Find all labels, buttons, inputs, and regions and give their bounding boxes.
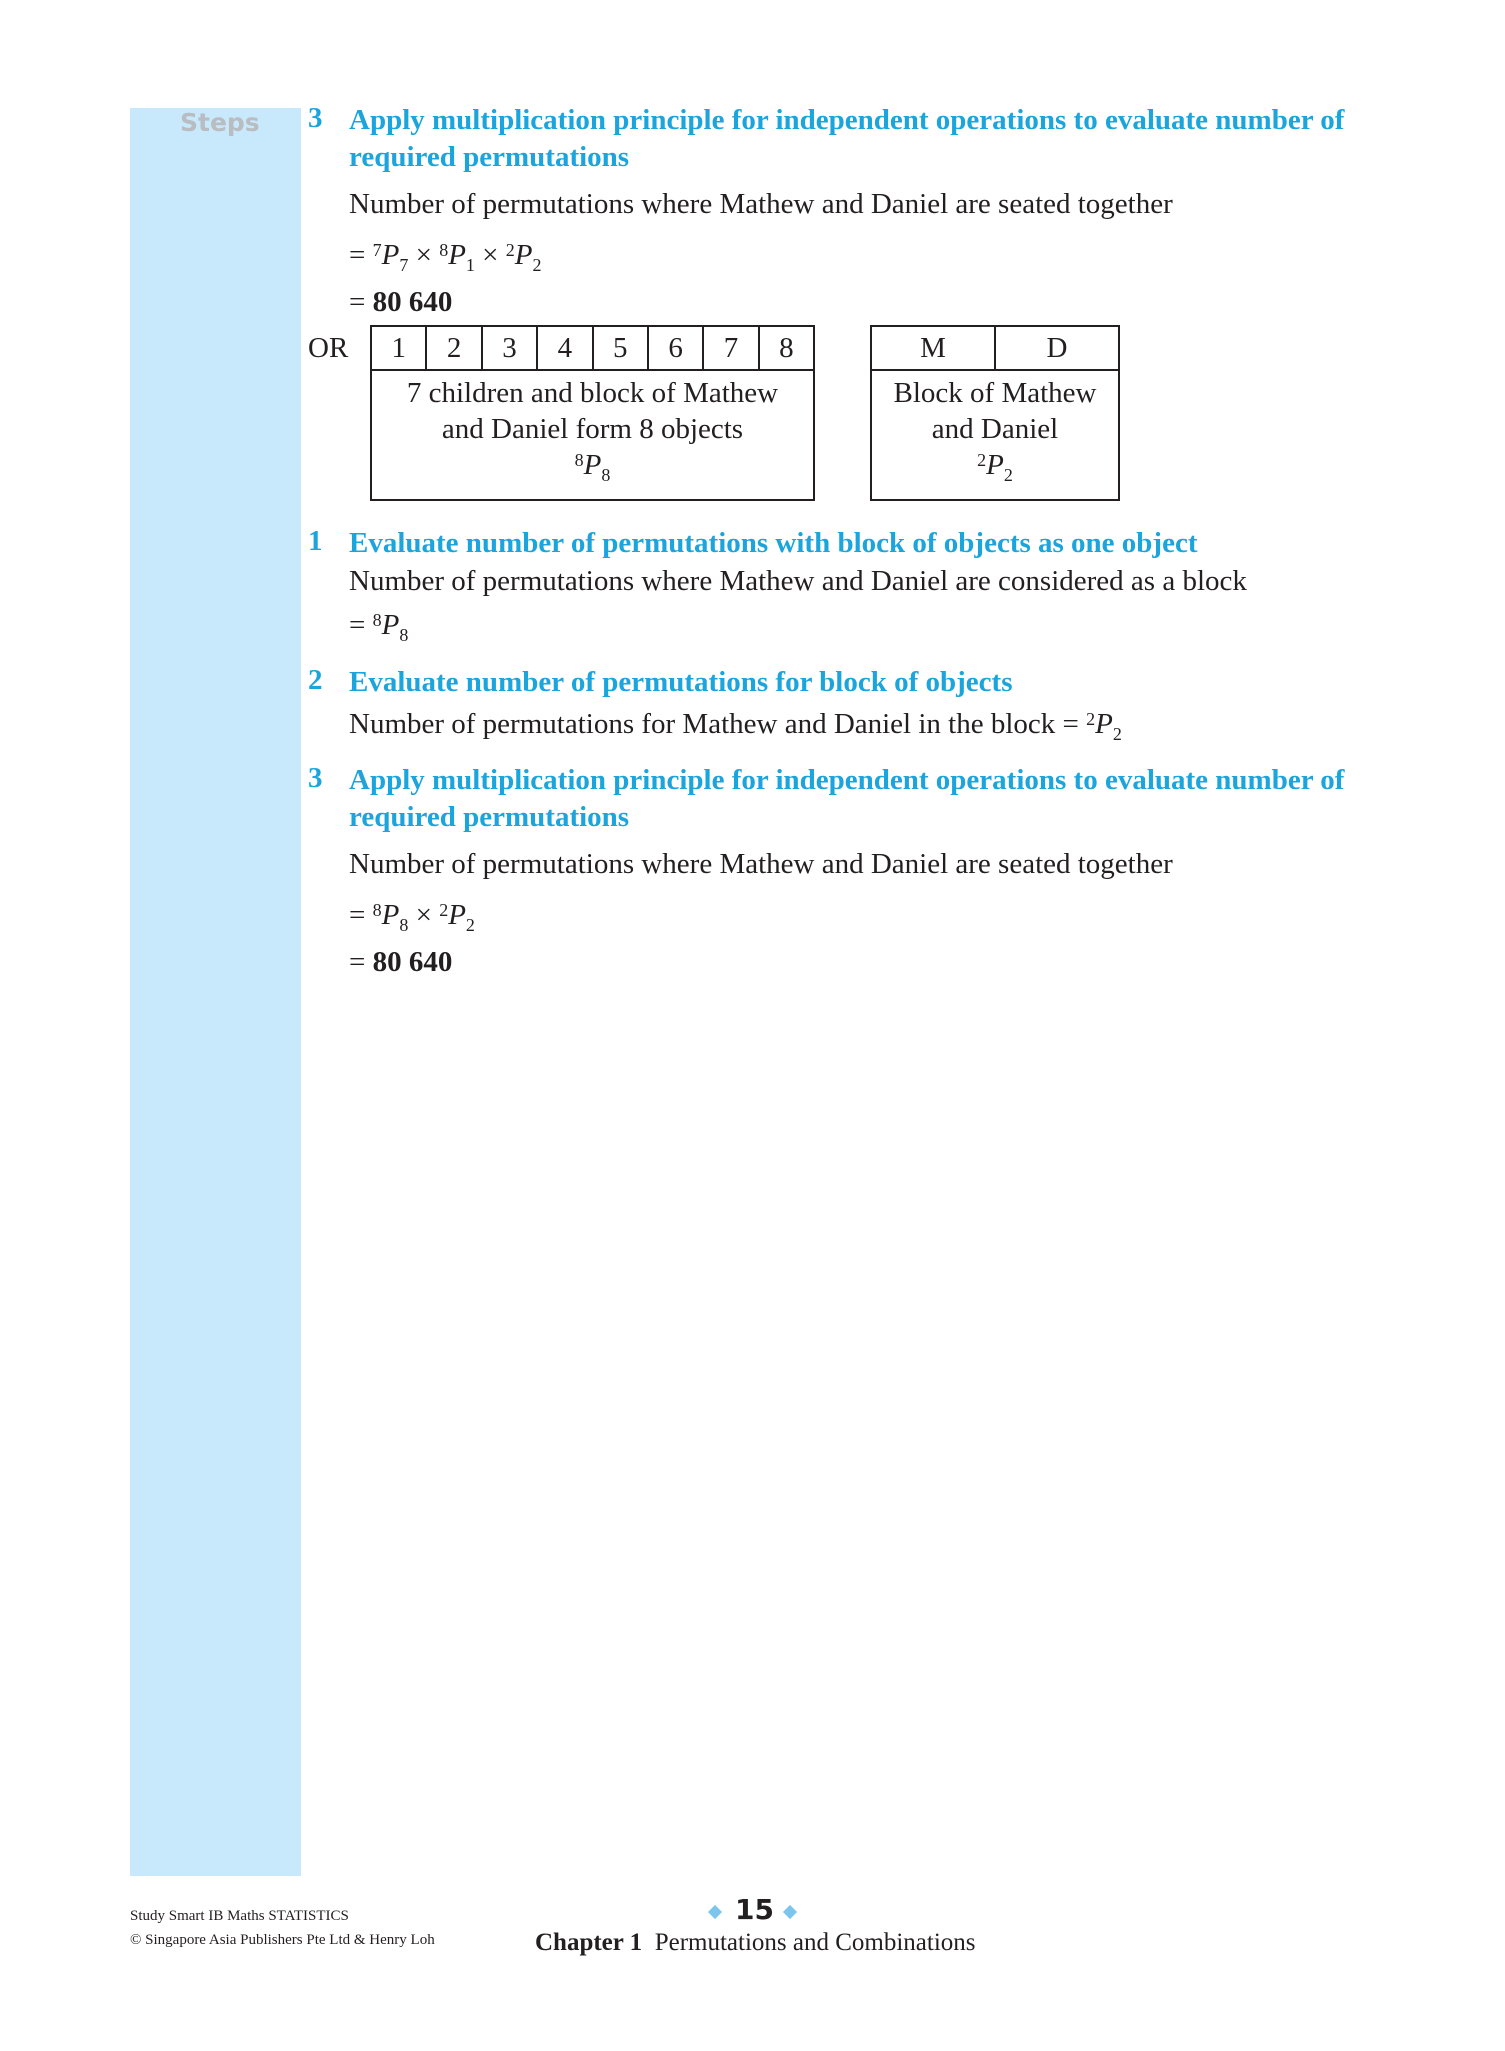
- copyright: © Singapore Asia Publishers Pte Ltd & Henry Loh: [130, 1932, 435, 1948]
- chapter-footer: [535, 1929, 976, 1957]
- cell: 5: [594, 327, 649, 369]
- cell: 7: [704, 327, 759, 369]
- step-number: 3: [308, 102, 323, 134]
- position-cells: [372, 327, 813, 371]
- chapter-label: Chapter 1: [535, 1929, 643, 1956]
- cell: 4: [538, 327, 593, 369]
- diamond-ornament-icon: [708, 1905, 722, 1919]
- result-value: 80 640: [372, 946, 453, 978]
- diamond-ornament-icon: [783, 1905, 797, 1919]
- step-title: Apply multiplication principle for independent operations to evaluate number of required permutations: [349, 104, 1345, 173]
- block-cells: [872, 327, 1118, 371]
- formula: = $^8P_8$: [349, 609, 409, 645]
- cell: D: [1046, 332, 1068, 364]
- cell: 3: [483, 327, 538, 369]
- cell: M: [872, 327, 996, 369]
- formula: = $^7P_7 \times ^8P_1 \times ^2P_2$: [349, 239, 542, 275]
- cell: 1: [372, 327, 427, 369]
- steps-sidebar: [130, 108, 301, 1876]
- eight-objects-box: [370, 325, 815, 501]
- box-caption: Block of Mathew and Daniel $^2P_2$: [872, 371, 1118, 483]
- perm-expr: $^2P_2$: [977, 449, 1013, 485]
- or-label: OR: [308, 332, 349, 364]
- step-text: Number of permutations where Mathew and Daniel are seated together: [349, 848, 1173, 880]
- result: = 80 640: [349, 286, 453, 318]
- book-title: Study Smart IB Maths STATISTICS: [130, 1908, 349, 1924]
- formula: = $^8P_8 \times ^2P_2$: [349, 899, 475, 935]
- steps-label: Steps: [180, 108, 260, 137]
- chapter-title: Permutations and Combinations: [654, 1929, 976, 1956]
- step-text: Number of permutations where Mathew and Daniel are considered as a block: [349, 565, 1247, 597]
- cell: 6: [649, 327, 704, 369]
- result: = 80 640: [349, 946, 453, 978]
- cell: 8: [779, 332, 794, 364]
- result-value: 80 640: [372, 286, 453, 318]
- step-text: Number of permutations for Mathew and Daniel in the block = $^2P_2$: [349, 708, 1122, 744]
- perm-expr: $^8P_8$: [574, 449, 611, 485]
- page-number: 15: [735, 1893, 774, 1926]
- cell: 2: [427, 327, 482, 369]
- step-text: Number of permutations where Mathew and Daniel are seated together: [349, 188, 1173, 220]
- block-box: [870, 325, 1120, 501]
- box-caption: 7 children and block of Mathew and Daniel form 8 objects $^8P_8$: [372, 371, 813, 483]
